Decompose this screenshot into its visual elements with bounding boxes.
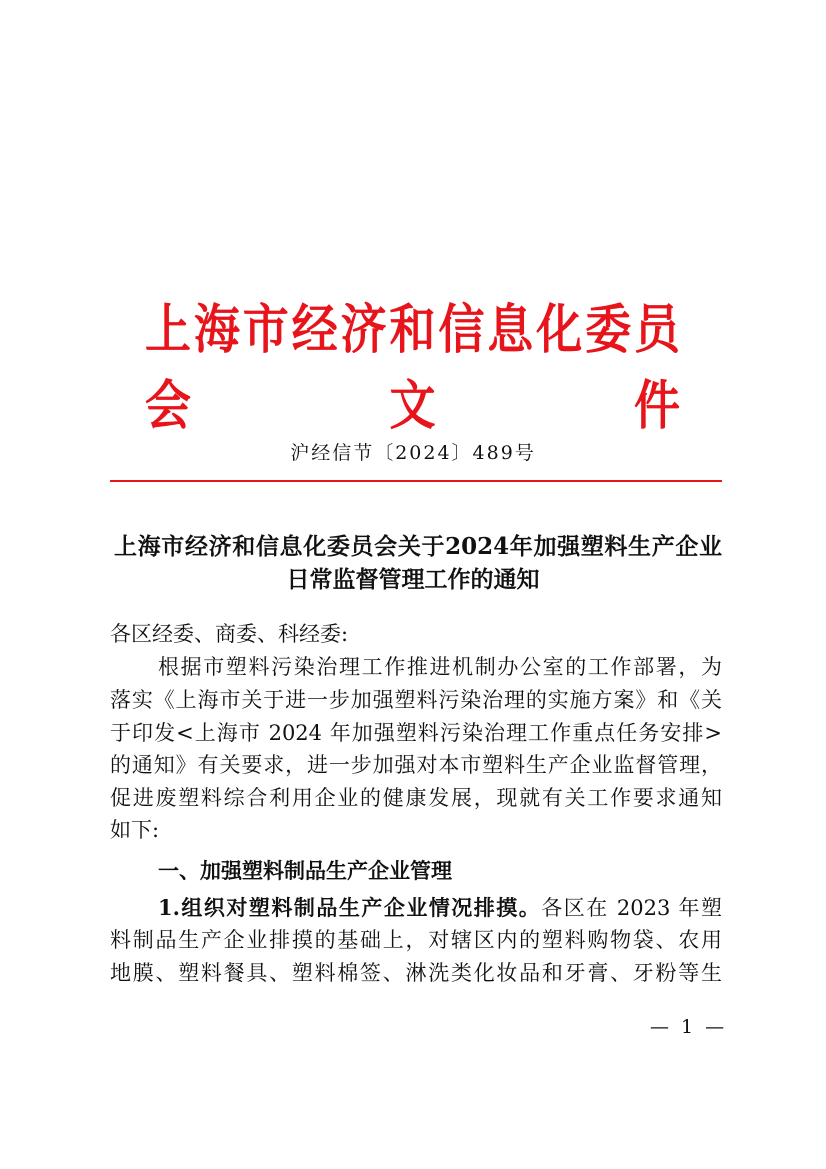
- intro-line: 促进废塑料综合利用企业的健康发展，现就有关工作要求通知: [110, 786, 722, 810]
- notice-title-line2: 日常监督管理工作的通知: [286, 566, 540, 593]
- document-number: 沪经信节〔2024〕489号: [290, 442, 536, 464]
- item1-text: 各区在 2023 年塑: [541, 896, 723, 920]
- intro-line: 落实《上海市关于进一步加强塑料污染治理的实施方案》和《关: [110, 688, 722, 712]
- intro-line: 的通知》有关要求，进一步加强对本市塑料生产企业监督管理，: [110, 753, 722, 777]
- issuer-title: 上海市经济和信息化委员会文件: [145, 297, 680, 436]
- item1-line: 料制品生产企业排摸的基础上，对辖区内的塑料购物袋、农用: [110, 928, 722, 952]
- notice-title-line1: 上海市经济和信息化委员会关于2024年加强塑料生产企业: [114, 533, 722, 560]
- salutation: 各区经委、商委、科经委:: [110, 622, 349, 646]
- intro-line: 如下:: [110, 818, 160, 842]
- section-heading: 一、加强塑料制品生产企业管理: [158, 859, 452, 883]
- item1-line: 地膜、塑料餐具、塑料棉签、淋洗类化妆品和牙膏、牙粉等生: [110, 961, 722, 985]
- page-number: — 1 —: [650, 1016, 728, 1038]
- item1-first-line: [158, 891, 722, 924]
- item1-title: 1.组织对塑料制品生产企业情况排摸。: [158, 895, 542, 920]
- intro-line: 于印发<上海市 2024 年加强塑料污染治理工作重点任务安排>: [110, 721, 722, 745]
- intro-line: 根据市塑料污染治理工作推进机制办公室的工作部署，为: [158, 655, 722, 679]
- red-divider: [110, 480, 722, 482]
